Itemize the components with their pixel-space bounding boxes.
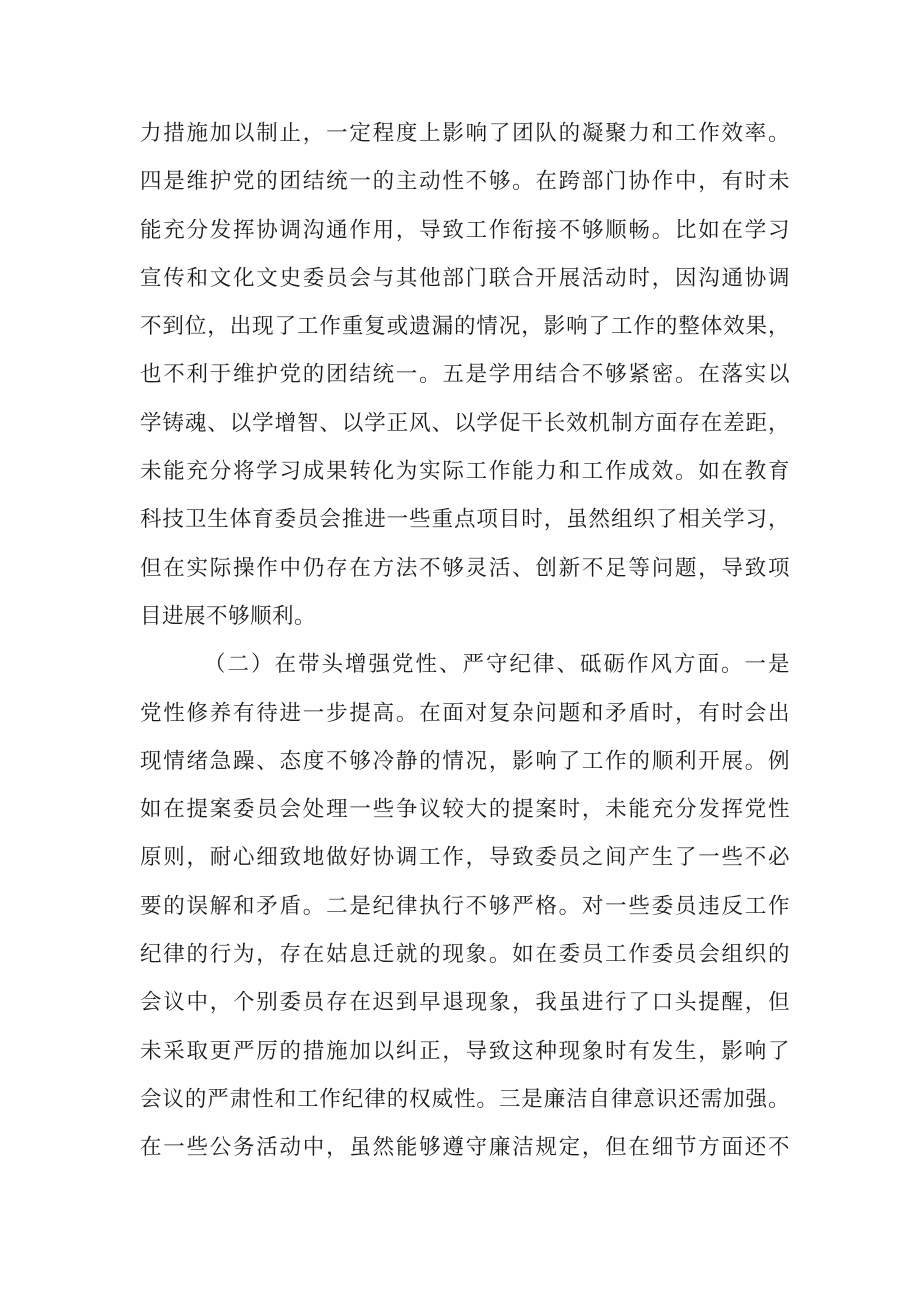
body-text <box>140 110 790 1173</box>
text-line-5: 不到位，出现了工作重复或遗漏的情况，影响了工作的整体效果， <box>140 314 790 340</box>
text-line-18: 纪律的行为，存在姑息迁就的现象。如在委员工作委员会组织的 <box>140 942 790 968</box>
text-line-8: 未能充分将学习成果转化为实际工作能力和工作成效。如在教育 <box>140 459 790 485</box>
text-line-15: 如在提案委员会处理一些争议较大的提案时，未能充分发挥党性 <box>140 797 790 823</box>
text-line-7: 学铸魂、以学增智、以学正风、以学促干长效机制方面存在差距， <box>140 410 790 436</box>
text-line-21: 会议的严肃性和工作纪律的权威性。三是廉洁自律意识还需加强。 <box>140 1086 790 1112</box>
text-line-13: 党性修养有待进一步提高。在面对复杂问题和矛盾时，有时会出 <box>140 700 790 726</box>
text-line-4: 宣传和文化文史委员会与其他部门联合开展活动时，因沟通协调 <box>140 265 790 291</box>
text-line-17: 要的误解和矛盾。二是纪律执行不够严格。对一些委员违反工作 <box>140 893 790 919</box>
text-line-11: 目进展不够顺利。 <box>140 603 317 629</box>
text-line-10: 但在实际操作中仍存在方法不够灵活、创新不足等问题，导致项 <box>140 555 790 581</box>
text-line-16: 原则，耐心细致地做好协调工作，导致委员之间产生了一些不必 <box>140 845 790 871</box>
text-line-19: 会议中，个别委员存在迟到早退现象，我虽进行了口头提醒，但 <box>140 990 790 1016</box>
text-line-22: 在一些公务活动中，虽然能够遵守廉洁规定，但在细节方面还不 <box>140 1135 790 1161</box>
text-line-6: 也不利于维护党的团结统一。五是学用结合不够紧密。在落实以 <box>140 362 790 388</box>
text-line-14: 现情绪急躁、态度不够冷静的情况，影响了工作的顺利开展。例 <box>140 748 790 774</box>
text-line-1: 力措施加以制止，一定程度上影响了团队的凝聚力和工作效率。 <box>140 121 790 146</box>
section-heading-line: （二）在带头增强党性、严守纪律、砥砺作风方面。一是 <box>204 652 790 678</box>
text-line-20: 未采取更严厉的措施加以纠正，导致这种现象时有发生，影响了 <box>140 1038 790 1064</box>
text-line-3: 能充分发挥协调沟通作用，导致工作衔接不够顺畅。比如在学习 <box>140 217 790 243</box>
text-line-9: 科技卫生体育委员会推进一些重点项目时，虽然组织了相关学习， <box>140 507 790 533</box>
text-line-2: 四是维护党的团结统一的主动性不够。在跨部门协作中，有时未 <box>140 169 790 195</box>
